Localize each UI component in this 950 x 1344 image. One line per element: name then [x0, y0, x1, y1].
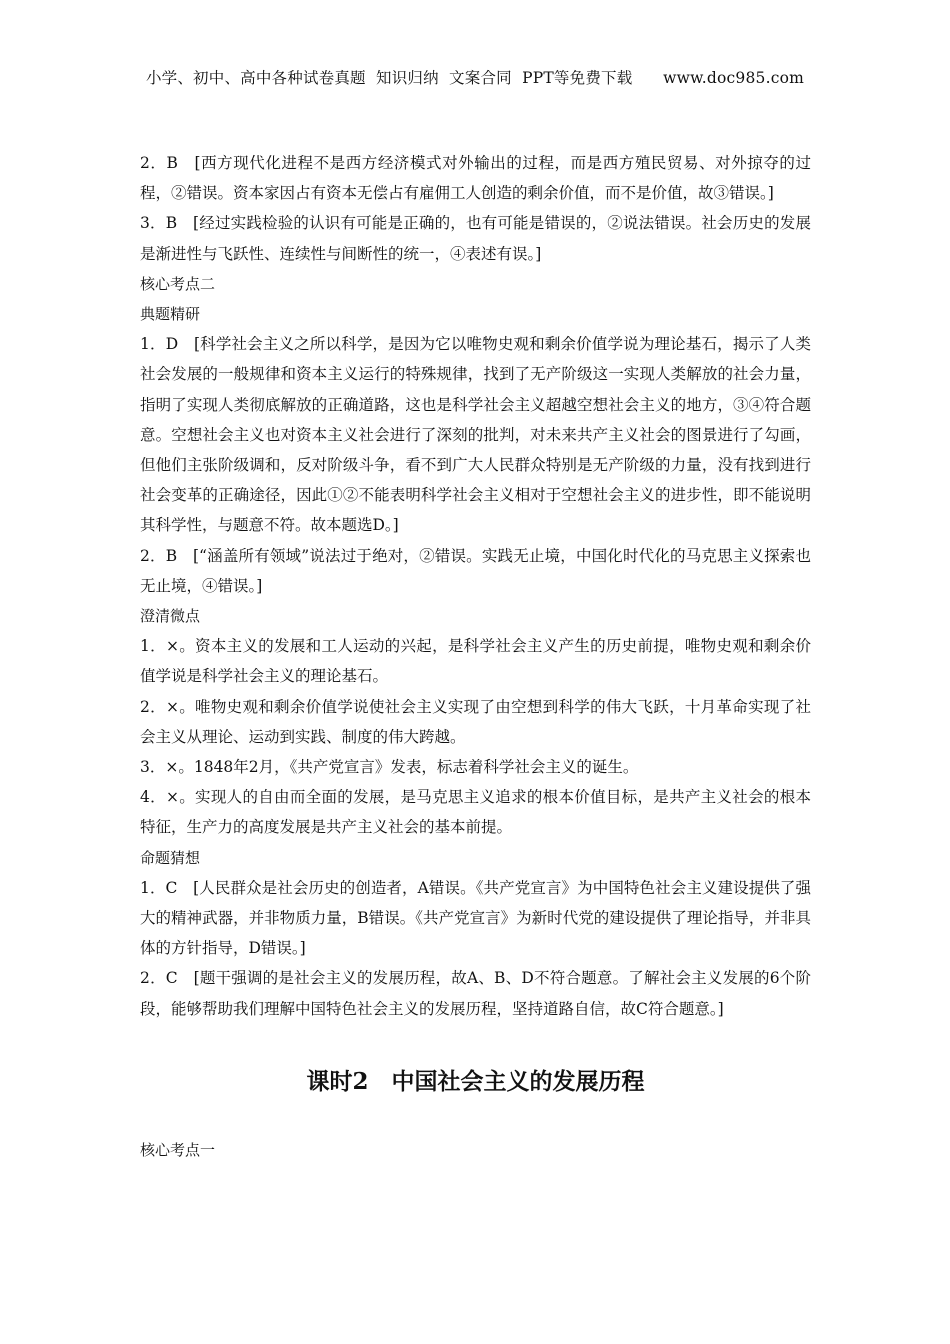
answer-paragraph: 2．C [题干强调的是社会主义的发展历程，故A、B、D不符合题意。了解社会主义发展的6个阶段，能够帮助我们理解中国特色社会主义的发展历程，坚持道路自信，故C符合题意。]: [140, 969, 811, 1018]
section-heading-clarify: 澄清微点: [140, 607, 201, 626]
lesson-title: 课时2 中国社会主义的发展历程: [306, 1067, 645, 1095]
page-header-banner: 小学、初中、高中各种试卷真题 知识归纳 文案合同 PPT等免费下载 www.doc985.com: [145, 69, 805, 87]
answer-content: [140, 148, 811, 1165]
section-heading-core2: 核心考点二: [140, 274, 216, 293]
section-heading-predict: 命题猜想: [140, 848, 201, 867]
answer-paragraph: 2．B [“涵盖所有领域”说法过于绝对，②错误。实践无止境，中国化时代化的马克思主义探索也无止境，④错误。]: [140, 546, 811, 595]
clarify-item: 1．×。资本主义的发展和工人运动的兴起，是科学社会主义产生的历史前提，唯物史观和剩余价值学说是科学社会主义的理论基石。: [140, 637, 811, 686]
clarify-item: 3．×。1848年2月，《共产党宣言》发表，标志着科学社会主义的诞生。: [140, 758, 639, 777]
section-heading-core1: 核心考点一: [140, 1140, 216, 1159]
answer-paragraph: 1．C [人民群众是社会历史的创造者，A错误。《共产党宣言》为中国特色社会主义建设提供了强大的精神武器，并非物质力量，B错误。《共产党宣言》为新时代党的建设提供了理论指导，并非具体的方针指导，D错误。]: [140, 878, 811, 958]
clarify-item: 4．×。实现人的自由而全面的发展，是马克思主义追求的根本价值目标，是共产主义社会的根本特征，生产力的高度发展是共产主义社会的基本前提。: [140, 788, 811, 837]
answer-paragraph: 1．D [科学社会主义之所以科学，是因为它以唯物史观和剩余价值学说为理论基石，揭示了人类社会发展的一般规律和资本主义运行的特殊规律，找到了无产阶级这一实现人类解放的社会力量，指明了实现人类彻底解放的正确道路，这也是科学社会主义超越空想社会主义的地方，③④符合题意。空想社会主义也对资本主义社会进行了深刻的批判，对未来共产主义社会的图景进行了勾画，但他们主张阶级调和，反对阶级斗争，看不到广大人民群众特别是无产阶级的力量，没有找到进行社会变革的正确途径，因此①②不能表明科学社会主义相对于空想社会主义的进步性，即不能说明其科学性，与题意不符。故本题选D。]: [140, 335, 811, 535]
answer-paragraph: 3．B [经过实践检验的认识有可能是正确的，也有可能是错误的，②说法错误。社会历史的发展是渐进性与飞跃性、连续性与间断性的统一，④表述有误。]: [140, 214, 811, 263]
section-heading-typical: 典题精研: [140, 305, 201, 324]
clarify-item: 2．×。唯物史观和剩余价值学说使社会主义实现了由空想到科学的伟大飞跃，十月革命实现了社会主义从理论、运动到实践、制度的伟大跨越。: [140, 697, 811, 746]
answer-paragraph: 2．B [西方现代化进程不是西方经济模式对外输出的过程，而是西方殖民贸易、对外掠夺的过程，②错误。资本家因占有资本无偿占有雇佣工人创造的剩余价值，而不是价值，故③错误。]: [140, 154, 811, 203]
